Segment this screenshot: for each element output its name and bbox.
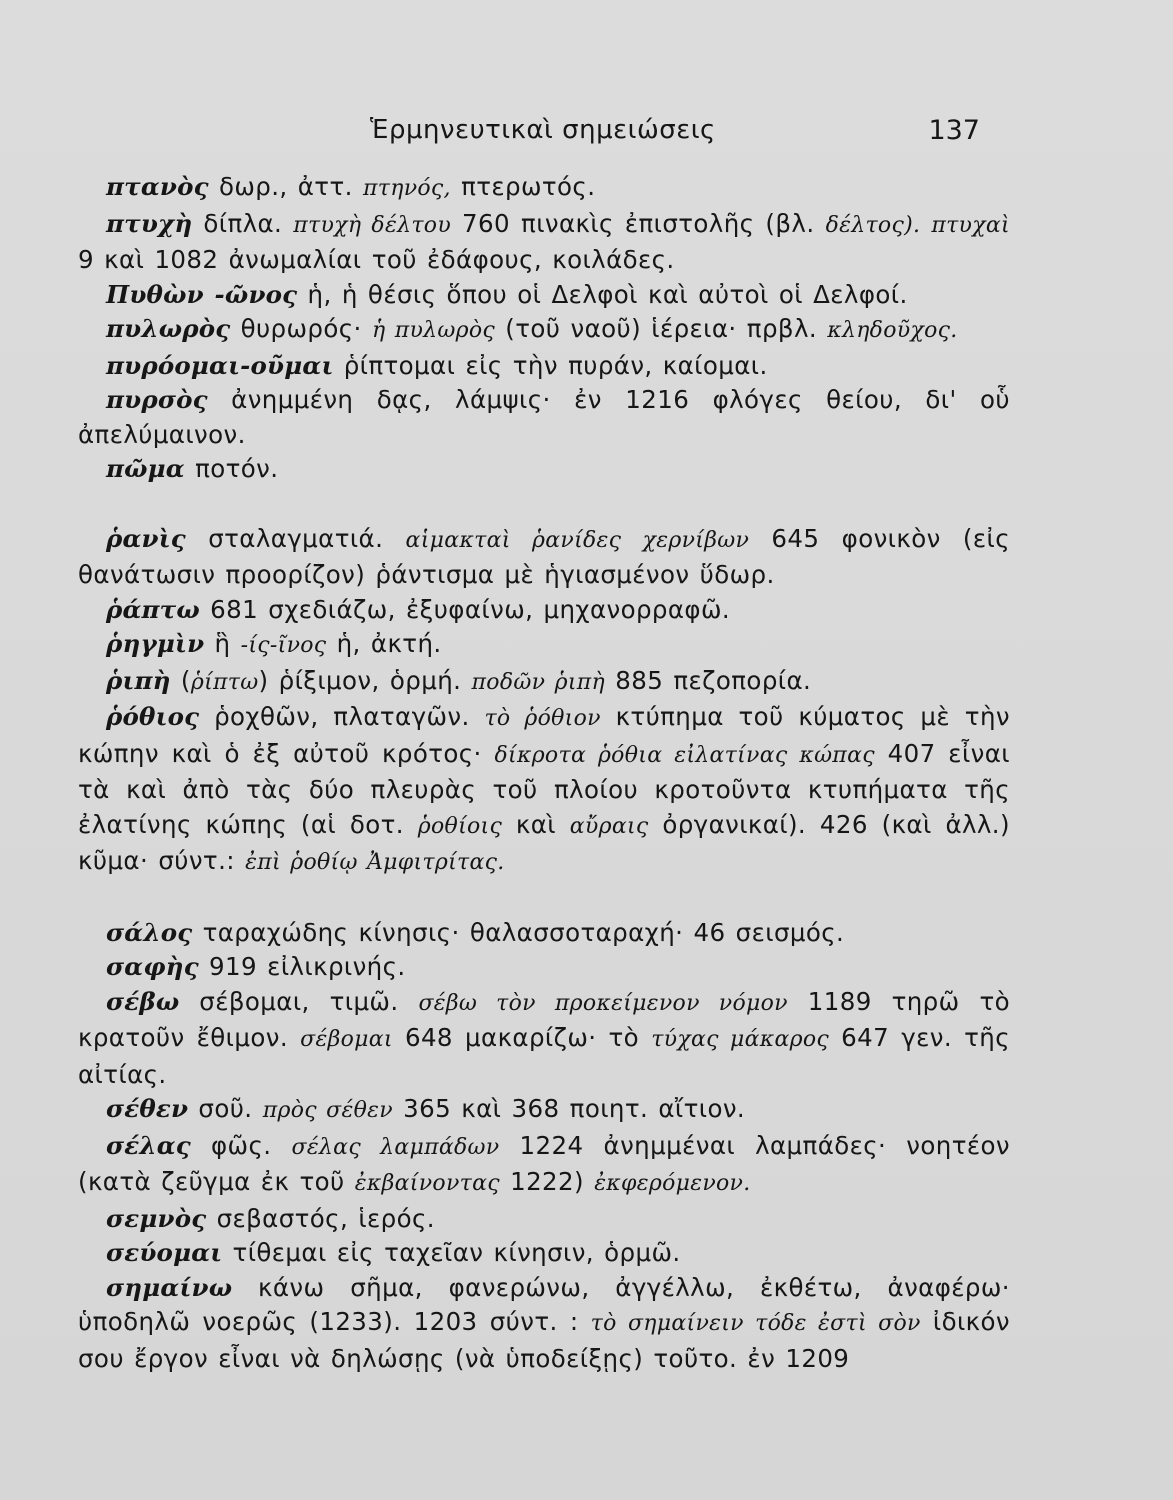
definition: 407 εἶναι τὰ καὶ ἀπὸ τὰς δύο πλευρὰς τοῦ πλοίου κροτοῦντα κτυπήματα τῆς ἐλατίνης κώπης (αἱ δοτ. — [78, 738, 1010, 839]
citation: σέβομαι — [300, 1027, 393, 1052]
lemma: σεύομαι — [106, 1238, 223, 1267]
definition: σοῦ. — [198, 1094, 253, 1123]
definition: σεβαστός, ἱερός. — [216, 1203, 435, 1233]
lemma: σάλος — [106, 917, 193, 947]
page-number: 137 — [928, 115, 980, 146]
citation: δίκροτα ῥόθια εἰλατίνας κώπας — [494, 742, 875, 768]
glossary-entry-sebo — [78, 985, 1010, 1093]
lemma: σαφὴς — [106, 952, 199, 981]
definition: 681 σχεδιάζω, ἐξυφαίνω, μηχανορραφῶ. — [210, 594, 731, 624]
citation: σέβω τὸν προκείμενον νόμον — [418, 990, 788, 1016]
lemma: πυρόομαι-οῦμαι — [106, 350, 334, 380]
definition: ( — [180, 665, 191, 695]
lemma: σέβω — [106, 986, 180, 1016]
citation: κληδοῦχος. — [827, 318, 958, 343]
glossary-entry-ptanos — [78, 170, 1010, 207]
definition: 1222) — [510, 1167, 584, 1196]
section-gap — [78, 881, 1010, 916]
lemma: σέλας — [106, 1130, 191, 1160]
definition: σταλαγματιά. — [208, 523, 384, 553]
definition: 885 πεζοπορία. — [615, 665, 812, 695]
lemma: ῥιπὴ — [106, 665, 171, 695]
definition: δωρ., ἀττ. — [218, 172, 353, 201]
citation: αὔραις — [569, 813, 649, 839]
lemma: πτυχὴ — [106, 208, 193, 238]
definition: πτερωτός. — [461, 172, 596, 201]
definition: ἰδικόν σου ἔργον εἶναι νὰ δηλώσῃς (νὰ ὑποδείξῃς) τοῦτο. ἐν 1209 — [78, 1307, 1010, 1373]
citation: πρὸς σέθεν — [262, 1098, 393, 1123]
glossary-entry-rothios — [78, 700, 1010, 881]
citation: ἡ πυλωρὸς — [371, 318, 496, 343]
citation: ῥοθίοις — [417, 813, 503, 839]
glossary-entry-regmin — [78, 627, 1010, 664]
citation: τὸ ῥόθιον — [484, 706, 601, 731]
definition: κάνω σῆμα, φανερώνω, ἀγγέλλω, ἐκθέτω, ἀναφέρω· ὑποδηλῶ νοερῶς (1233). 1203 σύντ. : — [78, 1272, 1010, 1336]
running-title: Ἑρμηνευτικαὶ σημειώσεις — [370, 115, 716, 145]
citation: πτυχὴ δέλτου — [293, 212, 452, 238]
definition: ἀνημμένη δᾳς, λάμψις· ἐν 1216 φλόγες θείου, δι' οὗ ἀπελύμαινον. — [78, 385, 1010, 449]
page-header — [350, 115, 990, 155]
definition: θυρωρός· — [240, 314, 362, 343]
definition: ὀργανικαί). 426 (καὶ ἀλλ.) κῦμα· σύντ.: — [78, 809, 1010, 875]
glossary-entry-ptyche — [78, 207, 1010, 278]
citation: αἱμακταὶ ῥανίδες χερνίβων — [405, 527, 750, 553]
definition: 1224 ἀνημμέναι λαμπάδες· νοητέον (κατὰ ζεῦγμα ἐκ τοῦ — [78, 1130, 1010, 1196]
definition: ἡ, ἀκτή. — [336, 629, 442, 658]
definition: καὶ — [515, 809, 556, 839]
lemma: ῥανὶς — [106, 523, 186, 553]
citation: πτηνός, — [363, 176, 451, 201]
citation: -ίς-ῖνος — [240, 633, 327, 658]
lemma: πῶμα — [106, 454, 185, 483]
glossary-entry-semnos — [78, 1202, 1010, 1237]
lemma: σημαίνω — [106, 1272, 233, 1302]
definition: ῥοχθῶν, πλαταγῶν. — [214, 702, 470, 731]
citation: ῥίπτω — [190, 669, 259, 695]
glossary-text — [78, 170, 1010, 1376]
glossary-entry-selas — [78, 1129, 1010, 1202]
lemma: πυρσὸς — [106, 385, 208, 414]
glossary-entry-pyloros — [78, 312, 1010, 349]
definition: φῶς. — [210, 1130, 272, 1160]
glossary-entry-semaino — [78, 1271, 1010, 1377]
definition: ποτόν. — [195, 454, 279, 483]
definition: 9 καὶ 1082 ἀνωμαλίαι τοῦ ἐδάφους, κοιλάδες. — [78, 245, 675, 274]
definition: δίπλα. — [203, 208, 283, 238]
citation: ποδῶν ῥιπὴ — [471, 669, 606, 695]
definition: σέβομαι, τιμῶ. — [199, 986, 399, 1016]
glossary-entry-seuomai — [78, 1236, 1010, 1271]
glossary-entry-ranis — [78, 522, 1010, 593]
lemma: ῥάπτω — [106, 594, 200, 624]
lemma: πυλωρὸς — [106, 314, 231, 343]
definition: ) ῥίξιμον, ὁρμή. — [258, 665, 462, 695]
glossary-entry-saphes — [78, 950, 1010, 985]
definition: ἡ, ἡ θέσις ὅπου οἱ Δελφοὶ καὶ αὐτοὶ οἱ Δελφοί. — [307, 279, 908, 309]
lemma: Πυθὼν -ῶνος — [106, 279, 298, 309]
glossary-entry-salos — [78, 916, 1010, 951]
definition: 648 μακαρίζω· τὸ — [404, 1023, 640, 1052]
glossary-entry-pyroomai — [78, 349, 1010, 384]
definition: ῥίπτομαι εἰς τὴν πυράν, καίομαι. — [343, 350, 768, 380]
glossary-entry-poma — [78, 452, 1010, 487]
glossary-entry-rapto — [78, 593, 1010, 628]
lemma: ῥηγμὶν — [106, 629, 205, 658]
definition: 760 πινακὶς ἐπιστολῆς (βλ. — [462, 208, 815, 238]
glossary-entry-python — [78, 278, 1010, 313]
citation: τύχας μάκαρος — [651, 1027, 830, 1052]
lemma: ῥόθιος — [106, 702, 200, 731]
glossary-entry-pyrsos — [78, 383, 1010, 452]
definition: κτύπημα τοῦ κύματος μὲ τὴν κώπην καὶ ὁ ἐξ αὐτοῦ κρότος· — [78, 702, 1010, 768]
citation: ἐκφερόμενον. — [594, 1171, 751, 1196]
definition: (τοῦ ναοῦ) ἱέρεια· πρβλ. — [505, 314, 818, 343]
citation: ἐπὶ ῥοθίῳ Ἀμφιτρίτας. — [245, 850, 505, 875]
citation: πτυχαὶ — [931, 212, 1010, 238]
definition: ἣ — [214, 629, 231, 658]
citation: σέλας λαμπάδων — [291, 1134, 500, 1160]
citation: δέλτος). — [825, 212, 921, 238]
lemma: σέθεν — [106, 1094, 189, 1123]
citation: τὸ σημαίνειν τόδε ἐστὶ σὸν — [590, 1311, 921, 1336]
citation: ἐκβαίνοντας — [354, 1171, 500, 1196]
definition: 365 καὶ 368 ποιητ. αἴτιον. — [403, 1094, 746, 1123]
glossary-entry-ripe — [78, 664, 1010, 701]
lemma: πτανὸς — [106, 172, 209, 201]
definition: ταραχώδης κίνησις· θαλασσοταραχή· 46 σεισμός. — [202, 917, 845, 947]
definition: τίθεμαι εἰς ταχεῖαν κίνησιν, ὁρμῶ. — [232, 1238, 681, 1267]
glossary-entry-sethen — [78, 1092, 1010, 1129]
definition: 1189 τηρῶ τὸ κρατοῦν ἔθιμον. — [78, 986, 1010, 1052]
lemma: σεμνὸς — [106, 1203, 207, 1233]
section-gap — [78, 487, 1010, 522]
definition: 645 φονικὸν (εἰς θανάτωσιν προορίζον) ῥάντισμα μὲ ἡγιασμένον ὕδωρ. — [78, 523, 1011, 589]
definition: 647 γεν. τῆς αἰτίας. — [78, 1023, 1010, 1089]
definition: 919 εἰλικρινής. — [209, 952, 406, 981]
